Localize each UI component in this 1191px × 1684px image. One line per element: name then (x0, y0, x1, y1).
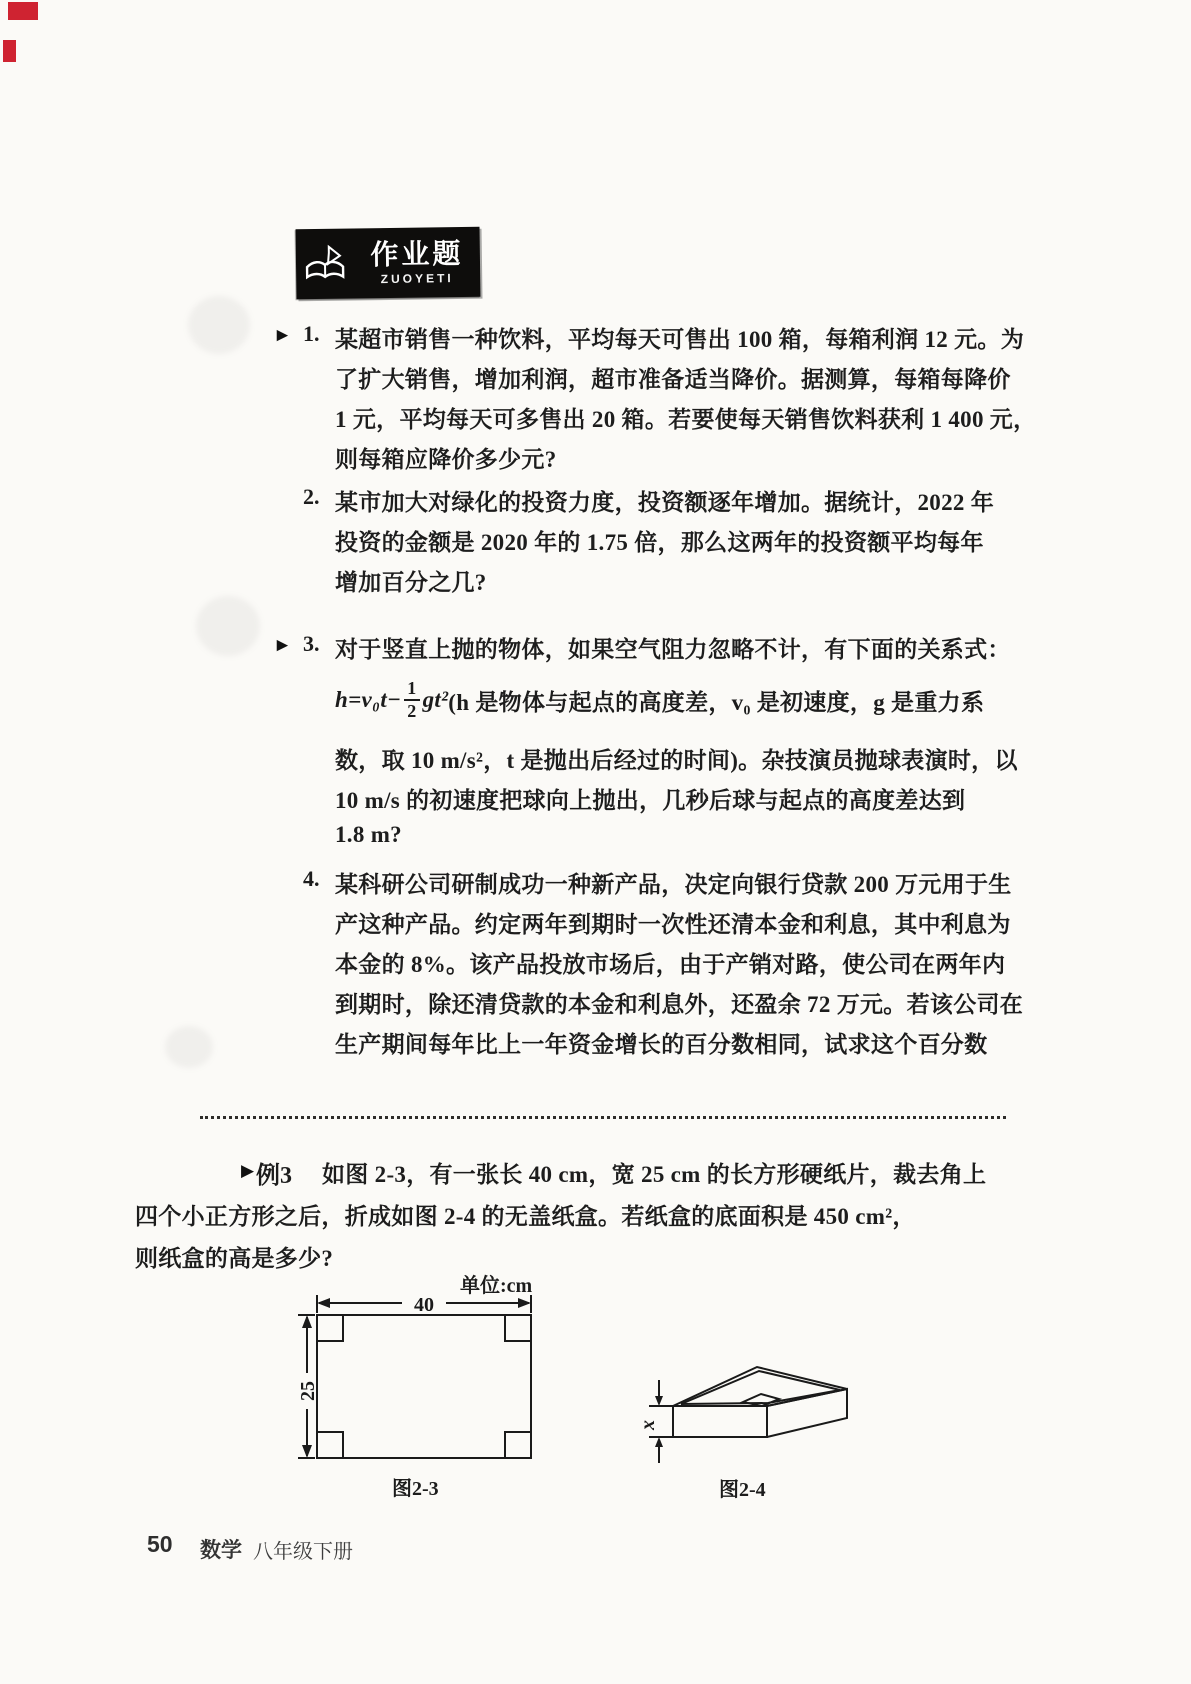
example-text-line: 则纸盒的高是多少? (135, 1246, 334, 1271)
arrowhead-left (317, 1298, 330, 1308)
dimension-label-width: 40 (414, 1294, 434, 1316)
box-inner-rim (681, 1371, 840, 1404)
problem-text-line: 投资的金额是 2020 年的 1.75 倍，那么这两年的投资额平均每年 (335, 530, 984, 555)
arrowhead-down (302, 1445, 312, 1458)
problem-text-line: 到期时，除还清贷款的本金和利息外，还盈余 72 万元。若该公司在 (335, 992, 1024, 1017)
example-marker-icon: ▶ (241, 1161, 255, 1180)
problem-number: 4. (303, 866, 320, 891)
formula-lhs: h=v₀t− (335, 687, 402, 712)
arrowhead-right (518, 1298, 531, 1308)
fraction-numerator: 1 (404, 679, 419, 701)
scan-ghost-mark (165, 1026, 213, 1068)
dotted-divider (200, 1116, 1006, 1119)
arrowhead-up (302, 1315, 312, 1328)
problem-number: 2. (303, 484, 320, 509)
arrow-marker-icon: ► (273, 635, 292, 656)
box-front-face (673, 1406, 767, 1437)
fraction (404, 679, 419, 721)
badge-title: 作业题 (370, 238, 464, 271)
badge-text (354, 239, 481, 286)
problem-text-line: 10 m/s 的初速度把球向上抛出，几秒后球与起点的高度差达到 (335, 788, 966, 813)
example-text-line: 四个小正方形之后，折成如图 2-4 的无盖纸盒。若纸盒的底面积是 450 cm²， (135, 1204, 916, 1229)
scan-ghost-mark (188, 296, 250, 354)
arrowhead-down (655, 1396, 663, 1406)
fraction-denominator: 2 (407, 701, 417, 721)
figure-caption: 图2-4 (719, 1479, 766, 1501)
arrowhead-up (655, 1437, 663, 1447)
problem-text-line: 某科研公司研制成功一种新产品，决定向银行贷款 200 万元用于生 (335, 872, 1012, 897)
badge-subtitle: ZUOYETI (380, 270, 454, 286)
corner-square (317, 1315, 343, 1341)
problem-text-line: 某超市销售一种饮料，平均每天可售出 100 箱，每箱利润 12 元。为 (335, 327, 1024, 352)
corner-square (505, 1315, 531, 1341)
arrow-marker-icon: ► (273, 325, 292, 346)
physics-formula (335, 674, 984, 726)
problem-text-line: 产这种产品。约定两年到期时一次性还清本金和利息，其中利息为 (335, 912, 1011, 937)
problem-text-line: 生产期间每年比上一年资金增长的百分数相同，试求这个百分数 (335, 1032, 988, 1057)
figure-2-3 (290, 1285, 545, 1500)
formula-tail-text: (h 是物体与起点的高度差，v₀ 是初速度，g 是重力系 (448, 689, 985, 715)
problem-number: 3. (303, 631, 320, 656)
figure-2-4 (625, 1355, 865, 1485)
problem-text-line: 则每箱应降价多少元? (335, 447, 557, 472)
problem-text-line: 了扩大销售，增加利润，超市准备适当降价。据测算，每箱每降价 (335, 367, 1011, 392)
problem-text-line: 增加百分之几? (335, 570, 487, 595)
problem-text-line: 数，取 10 m/s²，t 是抛出后经过的时间)。杂技演员抛球表演时，以 (335, 748, 1018, 773)
problem-text-line: 1.8 m? (335, 822, 402, 847)
book-pen-icon (296, 228, 355, 299)
example-label: 例3 (256, 1163, 292, 1189)
figure-caption: 图2-3 (392, 1478, 439, 1500)
example-text-line: 如图 2-3，有一张长 40 cm，宽 25 cm 的长方形硬纸片，裁去角上 (322, 1162, 987, 1187)
problem-text-line: 对于竖直上抛的物体，如果空气阻力忽略不计，有下面的关系式： (335, 637, 1011, 662)
sheet-outline (317, 1315, 531, 1458)
unit-label: 单位:cm (460, 1275, 533, 1297)
corner-square (317, 1432, 343, 1458)
footer-volume: 八年级下册 (253, 1541, 353, 1563)
scan-artifact-red (8, 2, 38, 20)
scan-artifact-red (3, 40, 16, 62)
dimension-label-height: x (637, 1420, 659, 1430)
homework-badge (296, 227, 481, 300)
problem-text-line: 某市加大对绿化的投资力度，投资额逐年增加。据统计，2022 年 (335, 490, 995, 515)
problem-number: 1. (303, 321, 320, 346)
problem-text-line: 本金的 8%。该产品投放市场后，由于产销对路，使公司在两年内 (335, 952, 1006, 977)
footer-page-number: 50 (147, 1531, 173, 1557)
scan-ghost-mark (196, 596, 260, 656)
problem-text-line: 1 元，平均每天可多售出 20 箱。若要使每天销售饮料获利 1 400 元， (335, 407, 1037, 432)
footer-subject: 数学 (200, 1538, 242, 1562)
corner-square (505, 1432, 531, 1458)
formula-rhs: gt² (422, 687, 449, 712)
dimension-label-height: 25 (297, 1381, 319, 1401)
